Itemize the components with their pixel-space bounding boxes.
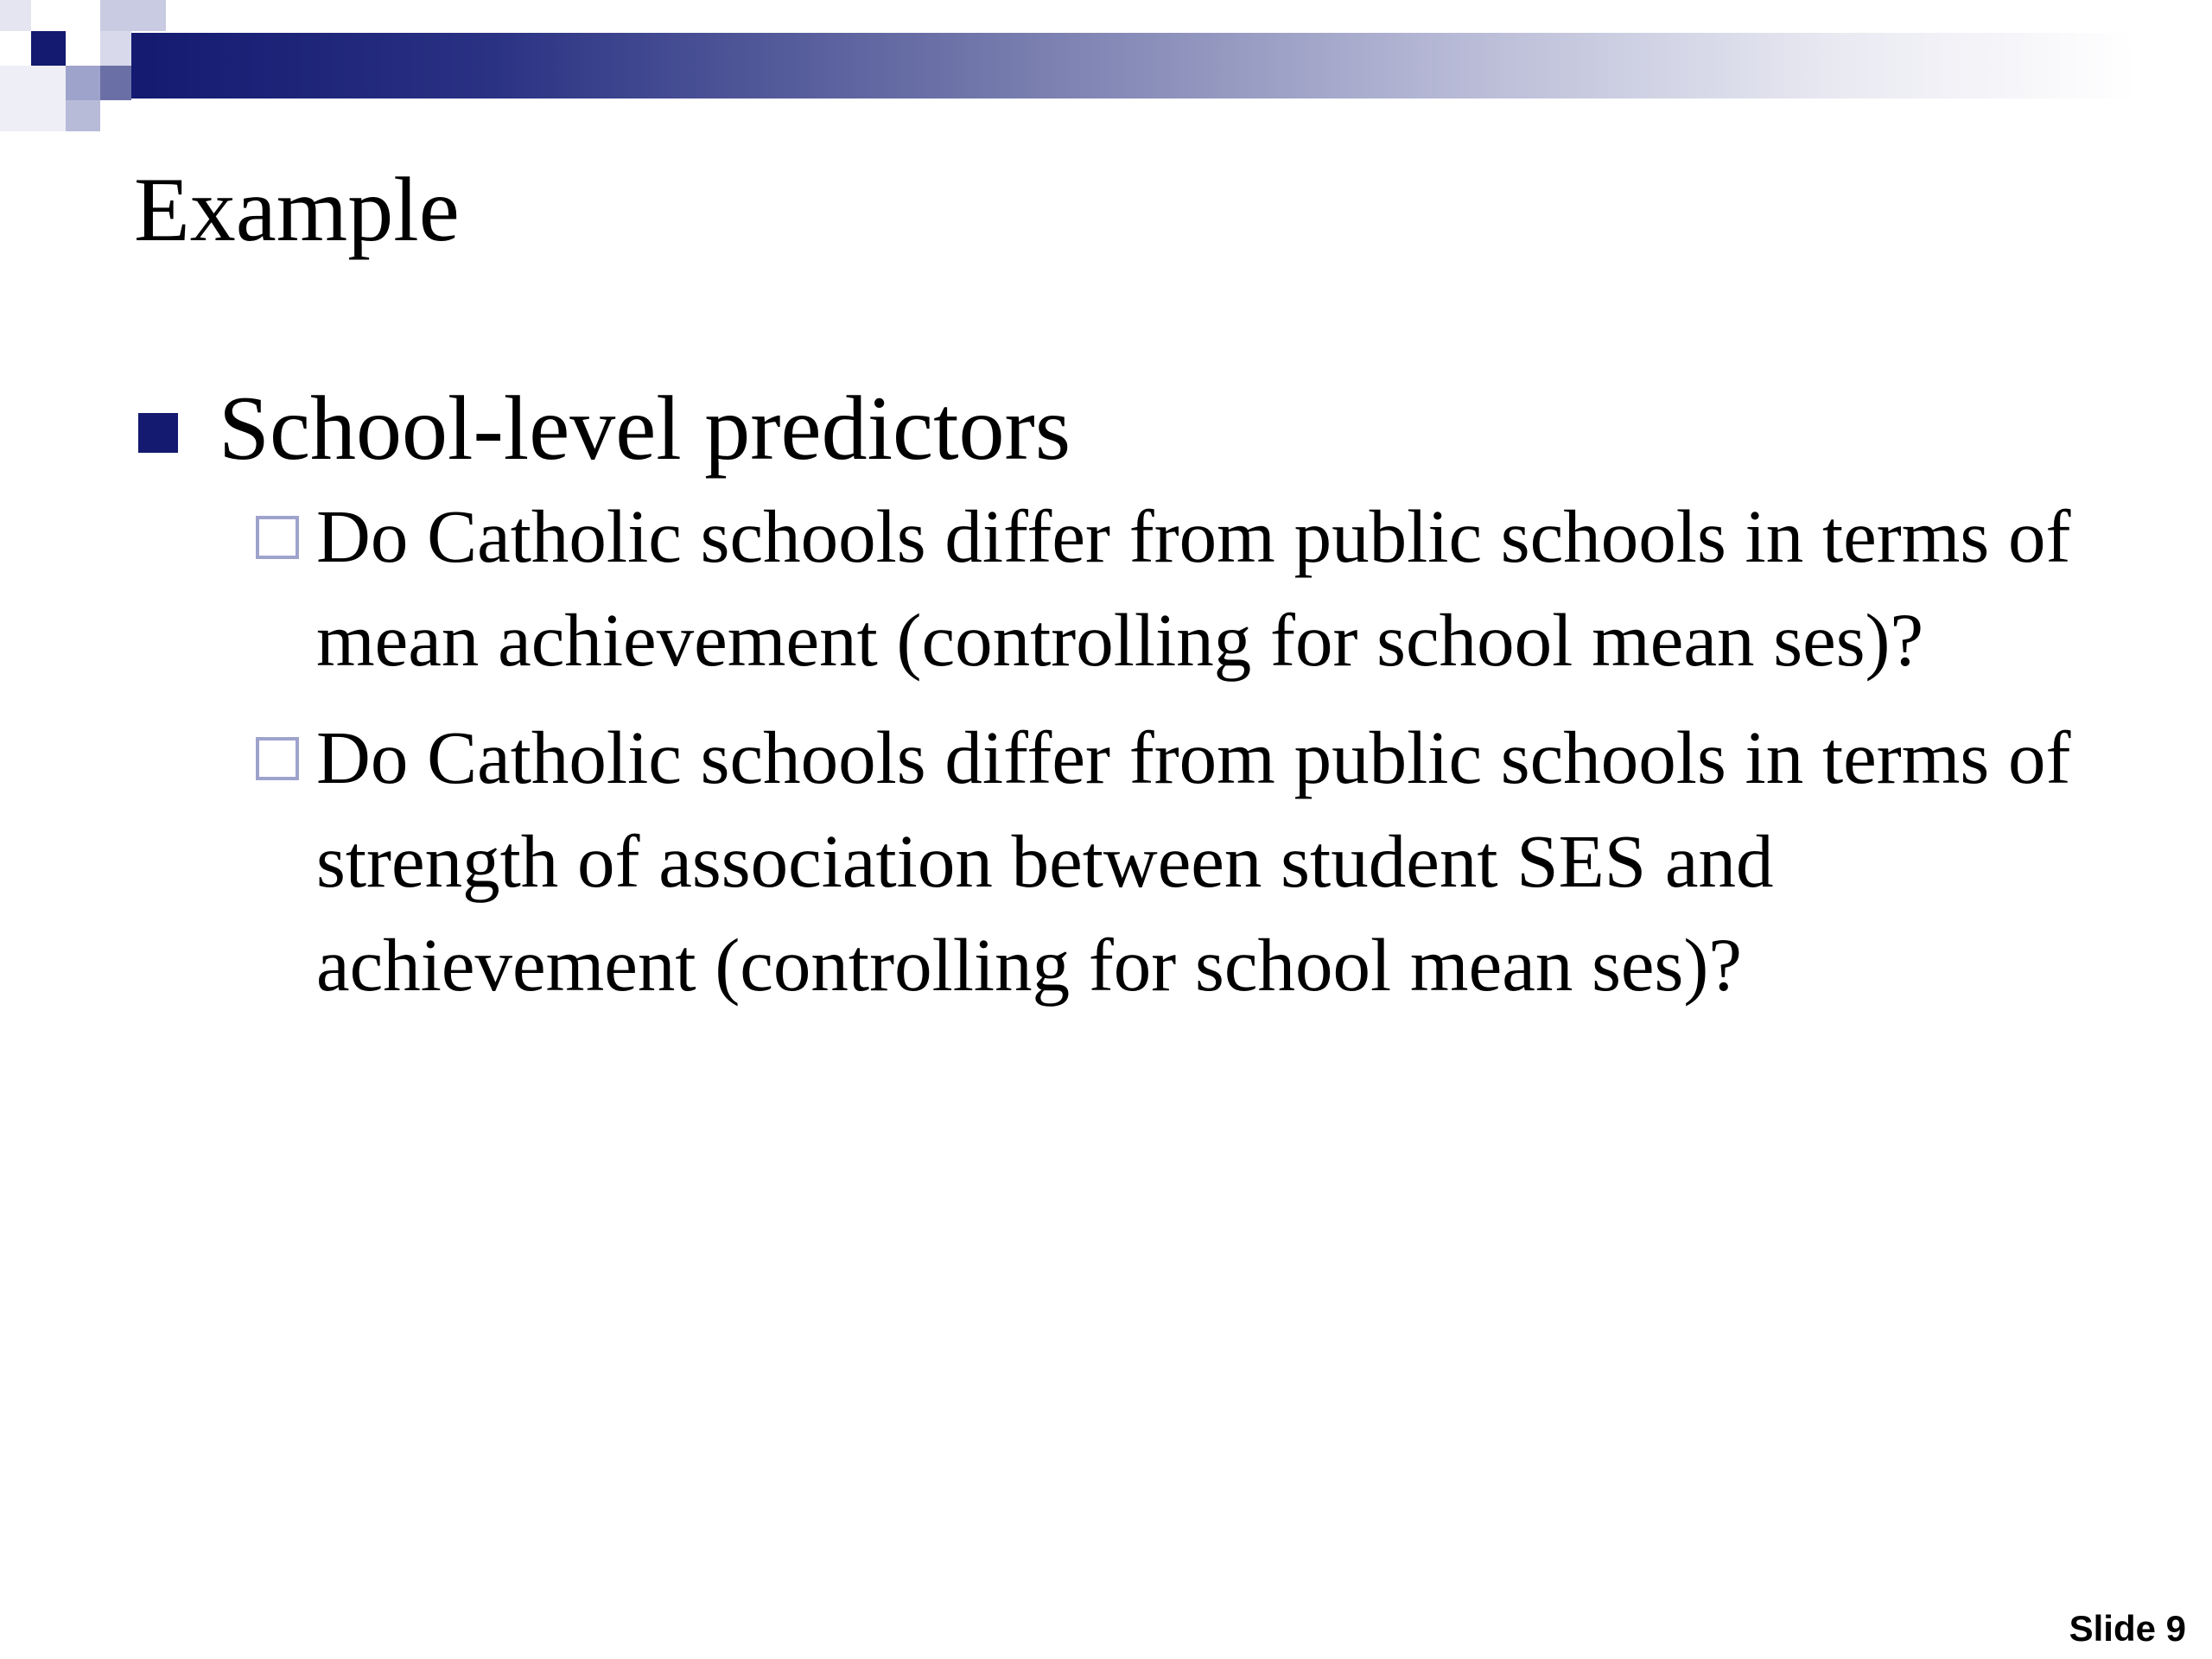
sub-bullet-list [134,485,2087,1017]
slide-number: Slide 9 [2069,1608,2186,1649]
sub-bullet-text: Do Catholic schools differ from public schools in terms of strength of association between student SES and achievement (controlling for school mean ses)? [316,715,2071,1007]
header-decoration-square [100,31,131,66]
header-decoration-square [31,31,66,66]
header-decoration-square [100,0,166,31]
header-decoration-square [66,100,100,131]
slide-title: Example [134,159,460,260]
header-decoration-square [66,66,100,100]
hollow-square-bullet-icon [256,737,299,780]
hollow-square-bullet-icon [256,516,299,559]
header-decoration-square [0,66,66,131]
header-decoration-square [100,66,131,100]
slide-content [134,376,2087,1031]
bullet-text: School-level predictors [219,378,1071,479]
sub-bullet-text: Do Catholic schools differ from public schools in terms of mean achievement (controlling for school mean ses)? [316,494,2071,682]
header-decoration-square [0,0,31,31]
filled-square-bullet-icon [138,413,178,453]
header-gradient-bar [131,33,2136,99]
sub-bullet-item [251,706,2087,1017]
sub-bullet-item [251,485,2087,692]
bullet-item [134,376,2087,481]
